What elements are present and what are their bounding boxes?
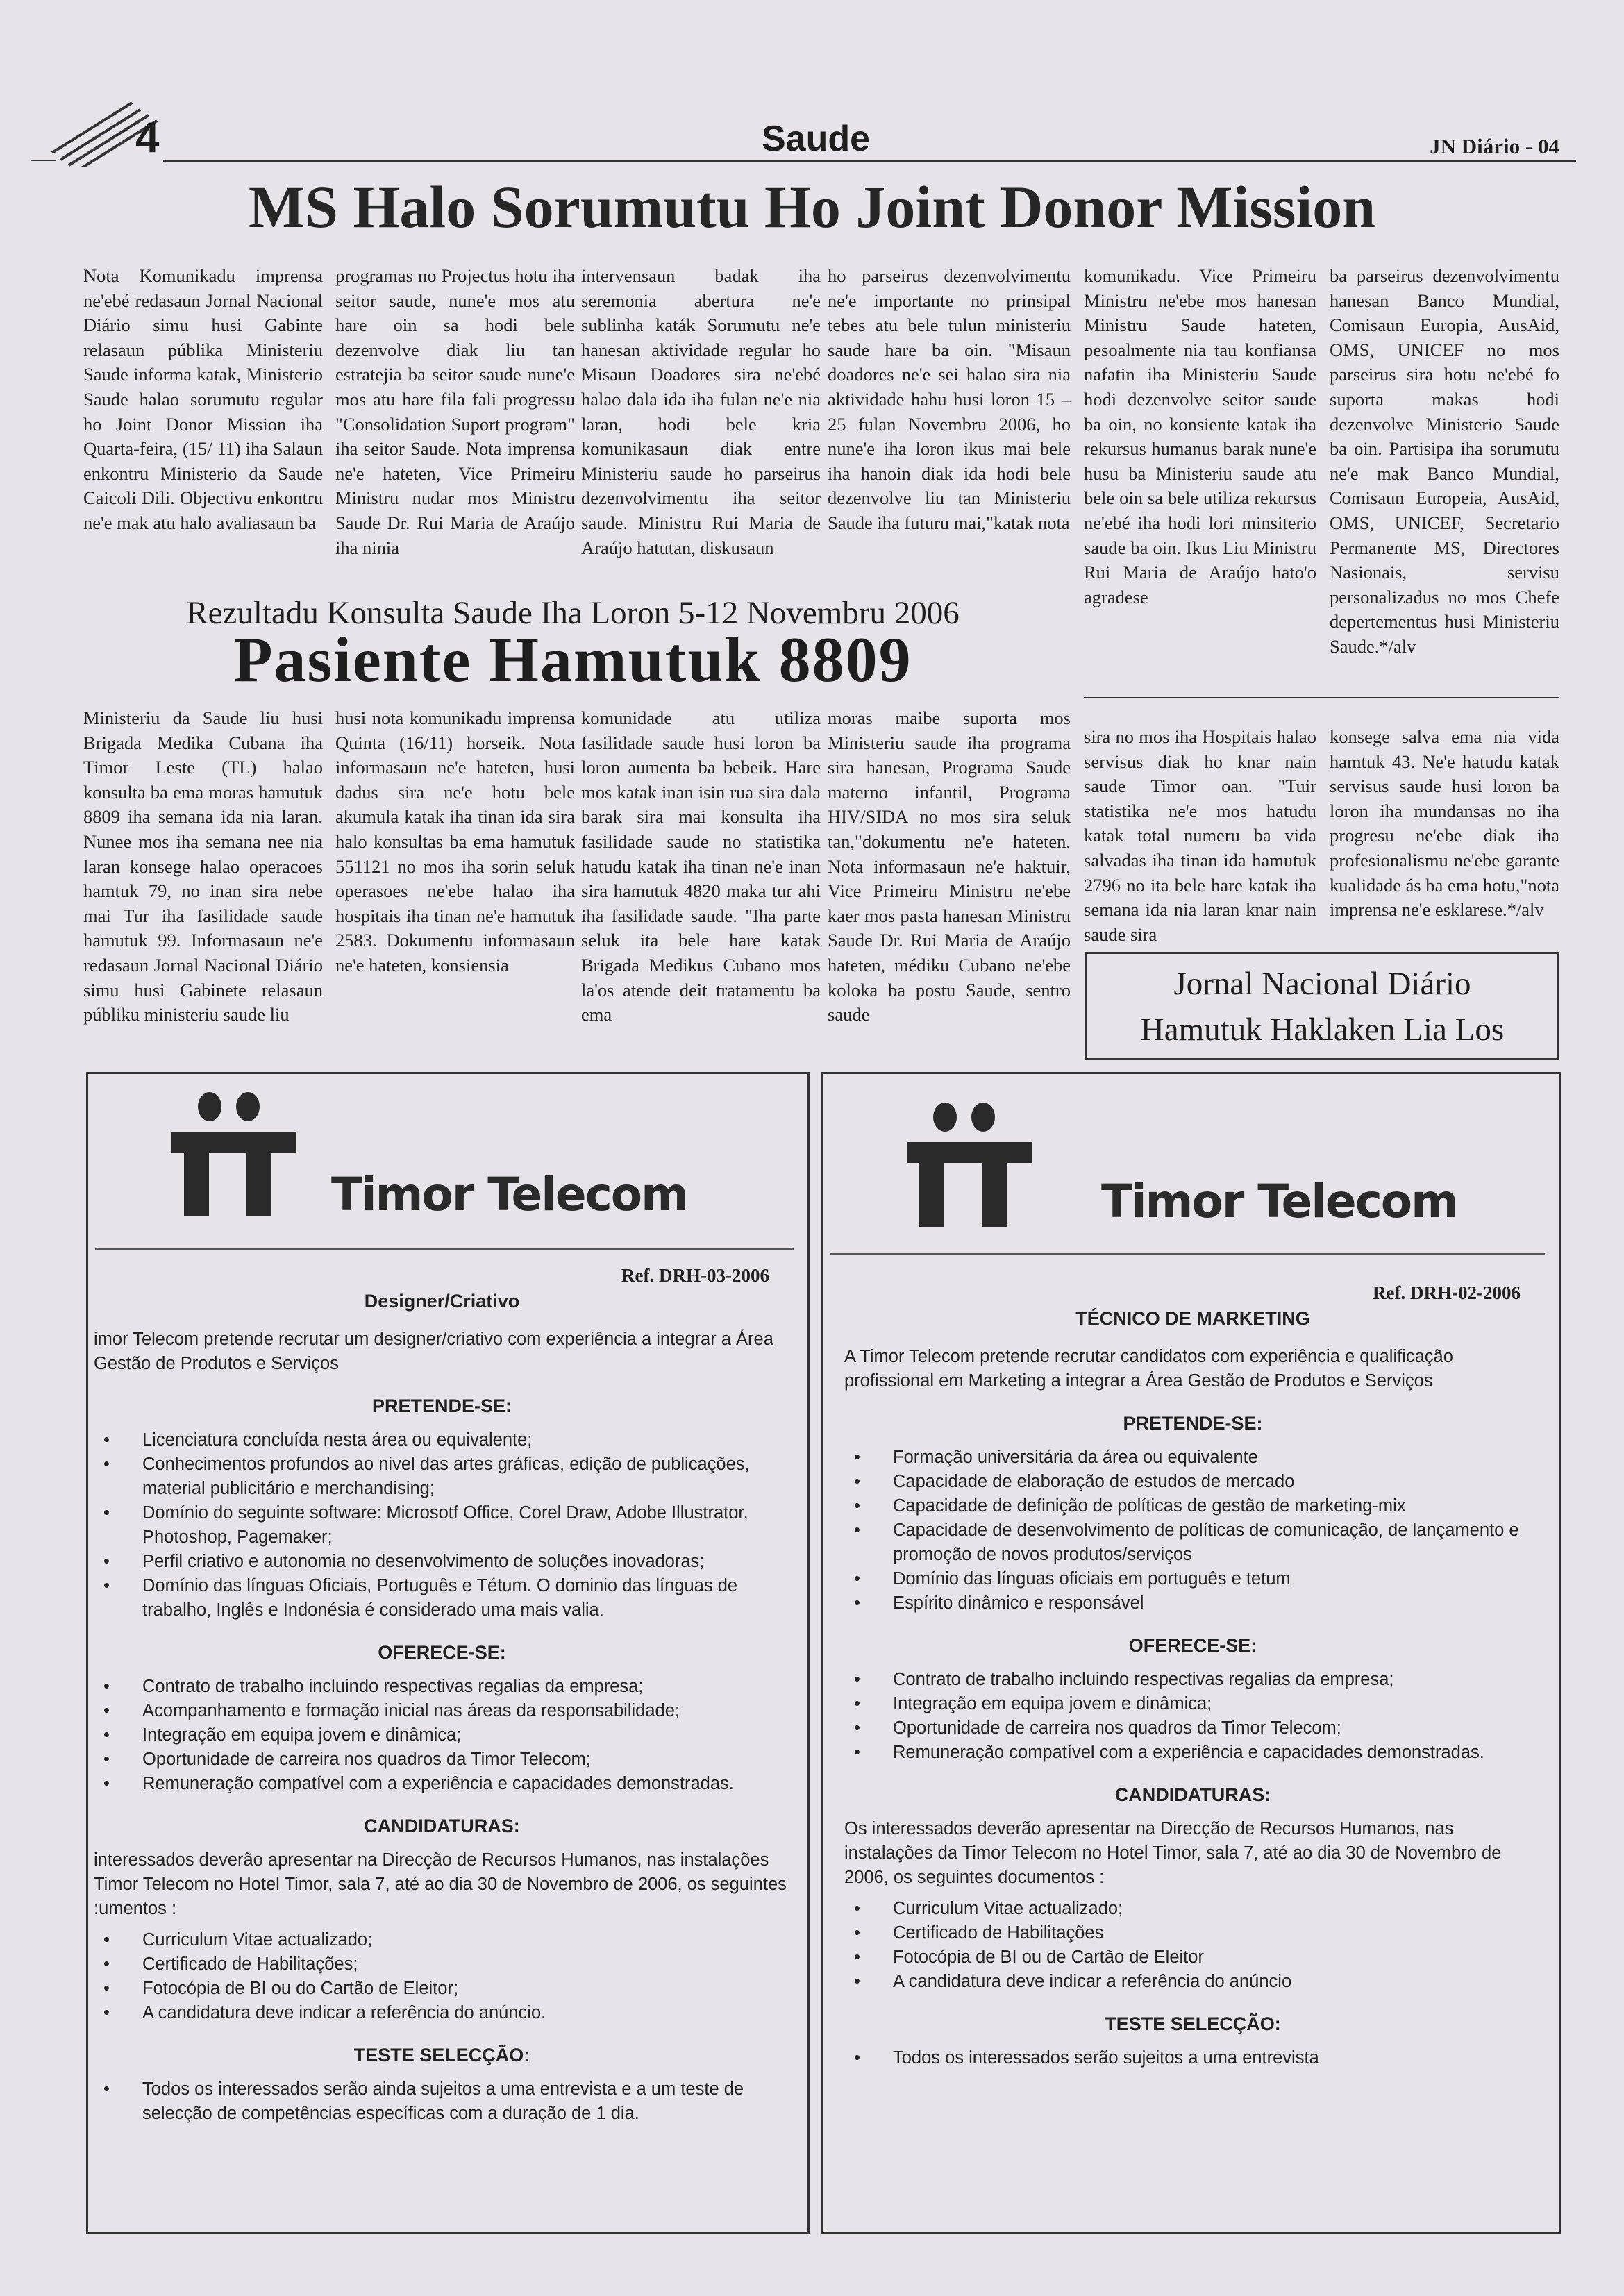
promo-box (1085, 952, 1559, 1060)
ad-intro: imor Telecom pretende recrutar um designer/criativo com experiência a integrar a Área Gestão de Produtos e Serviços (94, 1330, 773, 1373)
bullet-list (94, 1675, 790, 1796)
bullet-item: • Acompanhamento e formação inicial nas áreas da responsabilidade; (94, 1699, 790, 1723)
section-heading: CANDIDATURAS: (364, 1816, 520, 1836)
header-rule (31, 160, 56, 161)
article-column: ba parseirus dezenvolvimentu hanesan Banco Mundial, Comisaun Europia, AusAid, OMS, UNICEF no mos parseirus sira hotu ne'ebé fo suporta makas hodi dezenvolve Ministerio Saude ba oin. Partisipa iha sorumutu ne'e mak Banco Mundial, Comisaun Europeia, AusAid, OMS, UNICEF, Secretario Permanente MS, Directores Nasionais, servisu personalizadus no mos Chefe depertementus husi Ministeriu Saude.*/alv (1330, 265, 1559, 657)
bullet-item: • Todos os interessados serão sujeitos a uma entrevista (844, 2046, 1541, 2070)
header-rule (163, 160, 1576, 162)
section-heading: OFERECE-SE: (378, 1642, 506, 1663)
bullet-item: • Remuneração compatível com a experiência e capacidades demonstradas. (94, 1772, 790, 1796)
section-text: Os interessados deverão apresentar na Direcção de Recursos Humanos, nas instalações da Timor Telecom no Hotel Timor, sala 7, até ao dia 30 de Novembro de 2006, os seguintes documentos : (844, 1819, 1502, 1887)
bullet-item: • Capacidade de desenvolvimento de políticas de comunicação, de lançamento e promoção de novos produtos/serviços (844, 1518, 1541, 1567)
ad-intro: A Timor Telecom pretende recrutar candidatos com experiência e qualificação profissional em Marketing a integrar a Área Gestão de Produtos e Serviços (844, 1347, 1453, 1391)
divider-rule (95, 1248, 794, 1250)
divider-rule (830, 1253, 1545, 1255)
column-divider-rule (1084, 697, 1559, 698)
bullet-item: • Contrato de trabalho incluindo respectivas regalias da empresa; (844, 1668, 1541, 1692)
bullet-item: • Remuneração compatível com a experiência e capacidades demonstradas. (844, 1741, 1541, 1765)
timor-telecom-logo-icon (907, 1102, 1039, 1227)
job-title: TÉCNICO DE MARKETING (1075, 1308, 1310, 1329)
bullet-item: • Capacidade de elaboração de estudos de mercado (844, 1470, 1541, 1494)
bullet-item: • Formação universitária da área ou equivalente (844, 1446, 1541, 1470)
bullet-item: • A candidatura deve indicar a referência do anúncio. (94, 2001, 790, 2025)
article-column: sira no mos iha Hospitais halao servisus diak ho knar nain saude Timor oan. "Tuir statistika ne'e mos hatudu katak total numeru ba vida salvadas iha tinan ida hamutuk 2796 no ita bele hare katak iha semana ida nia laran knar nain saude sira (1084, 726, 1316, 945)
bullet-item: • Oportunidade de carreira nos quadros da Timor Telecom; (94, 1748, 790, 1772)
job-title: Designer/Criativo (364, 1291, 520, 1312)
ad-body (844, 1307, 1541, 2070)
section-heading: PRETENDE-SE: (1123, 1413, 1263, 1434)
bullet-item: • Curriculum Vitae actualizado; (94, 1928, 790, 1952)
bullet-list (844, 1668, 1541, 1765)
article-column: komunidade atu utiliza fasilidade saude husi loron ba loron aumenta ba bebeik. Hare mos katak inan isin rua sira dala barak sira mai konsulta iha fasilidade saude no statistika hatudu katak iha tinan ne'e inan sira hamutuk 4820 maka tur ahi iha fasilidade saude. "Iha parte seluk ita bele hare katak Brigada Medikus Cubano mos la'os atende deit tratamentu ba ema (581, 707, 821, 1025)
article-headline: Pasiente Hamutuk 8809 (233, 624, 912, 695)
bullet-item: • A candidatura deve indicar a referência do anúncio (844, 1970, 1541, 1994)
article-column: Nota Komunikadu imprensa ne'ebé redasaun Jornal Nacional Diário simu husi Gabinte relasaun públika Ministeriu Saude informa katak, Ministerio Saude halao sorumutu regular ho Joint Donor Mission iha Quarta-feira, (15/ 11) iha Salaun enkontru Ministerio da Saude Caicoli Dili. Objectivu enkontru ne'e mak atu halo avaliasaun ba (83, 265, 323, 533)
bullet-item: • Domínio do seguinte software: Microsotf Office, Corel Draw, Adobe Illustrator, Photoshop, Pagemaker; (94, 1501, 790, 1550)
job-ad (86, 1072, 810, 2234)
bullet-item: • Domínio das línguas Oficiais, Português e Tétum. O dominio das línguas de trabalho, Inglês e Indonésia é considerado uma mais valia. (94, 1574, 790, 1623)
bullet-item: • Certificado de Habilitações; (94, 1952, 790, 1977)
bullet-item: • Capacidade de definição de políticas de gestão de marketing-mix (844, 1494, 1541, 1518)
bullet-item: • Perfil criativo e autonomia no desenvolvimento de soluções inovadoras; (94, 1550, 790, 1574)
reference-code: Ref. DRH-02-2006 (1373, 1282, 1521, 1303)
bullet-item: • Certificado de Habilitações (844, 1921, 1541, 1945)
section-heading: PRETENDE-SE: (371, 1396, 512, 1416)
bullet-item: • Todos os interessados serão ainda sujeitos a uma entrevista e a um teste de selecção de competências específicas com a duração de 1 dia. (94, 2077, 790, 2126)
job-ad (821, 1072, 1561, 2234)
bullet-list (844, 1897, 1541, 1994)
article-column: ho parseirus dezenvolvimentu ne'e importante no prinsipal tebes atu bele tulun ministeriu saude hare ba oin. "Misaun doadores ne'e sei halao sira nia aktividade hahu husi loron 15 – 25 fulan Novembru 2006, ho nune'e iha loron ikus mai bele iha hanoin diak ida hodi bele dezenvolve liu tan Ministeriu Saude iha futuru mai,"katak nota (828, 265, 1071, 533)
section-title: Saude (761, 119, 871, 159)
bullet-item: • Integração em equipa jovem e dinâmica; (844, 1692, 1541, 1716)
page-number: 4 (135, 114, 160, 162)
bullet-item: • Curriculum Vitae actualizado; (844, 1897, 1541, 1921)
article-column: moras maibe suporta mos Ministeriu saude iha programa sira hanesan, Programa Saude materno infantil, Programa HIV/SIDA no mos sira seluk tan,"dokumentu ne'e hateten. Nota informasaun ne'e haktuir, Vice Primeiru Ministru ne'ebe kaer mos pasta hanesan Ministru Saude Dr. Rui Maria de Araújo hateten, médiku Cubano ne'ebe koloka ba postu Saude, sentro saude (828, 707, 1071, 1025)
bullet-item: • Fotocópia de BI ou do Cartão de Eleitor; (94, 1977, 790, 2001)
bullet-list (94, 1928, 790, 2025)
article-column: intervensaun badak iha seremonia abertura ne'e sublinha katák Sorumutu ne'e hanesan aktividade regular ho Misaun Doadores sira ne'ebé halao dala ida iha fulan ne'e nia laran, hodi bele kria komunikasaun diak entre Ministeriu saude ho parseirus dezenvolvimentu iha seitor saude. Ministru Rui Maria de Araújo hatutan, diskusaun (581, 265, 821, 558)
article-kicker: Rezultadu Konsulta Saude Iha Loron 5-12 Novembru 2006 (186, 595, 960, 631)
bullet-list (94, 1428, 790, 1623)
article-column: Ministeriu da Saude liu husi Brigada Medika Cubana iha Timor Leste (TL) halao konsulta ba ema moras hamutuk 8809 iha semana ida nia laran. Nunee mos iha semana nee nia laran konsege halao operacoes hamtuk 79, no inan sira nebe mai Tur iha fasilidade saude hamutuk 99. Informasaun ne'e redasaun Jornal Nacional Diário simu husi Gabinete relasaun públiku ministeriu saude liu (83, 707, 323, 1025)
article-headline: MS Halo Sorumutu Ho Joint Donor Mission (248, 174, 1376, 240)
bullet-item: • Contrato de trabalho incluindo respectivas regalias da empresa; (94, 1675, 790, 1699)
article-column: programas no Projectus hotu iha seitor saude, nune'e mos atu hare oin sa hodi bele dezenvolve diak liu tan estratejia ba seitor saude nune'e mos atu hare fila fali progressu "Consolidation Suport program" iha seitor Saude. Nota imprensa ne'e hateten, Vice Primeiru Ministru nudar mos Ministru Saude Dr. Rui Maria de Araújo iha ninia (335, 265, 575, 558)
bullet-item: • Domínio das línguas oficiais em português e tetum (844, 1567, 1541, 1591)
ad-body (94, 1289, 790, 2126)
bullet-item: • Integração em equipa jovem e dinâmica; (94, 1723, 790, 1748)
bullet-list (844, 2046, 1541, 2070)
section-heading: TESTE SELECÇÃO: (353, 2045, 530, 2065)
bullet-item: • Conhecimentos profundos ao nivel das artes gráficas, edição de publicações, material publicitário e merchandising; (94, 1452, 790, 1501)
promo-line-1: Jornal Nacional Diário (1173, 966, 1471, 1002)
bullet-item: • Espírito dinâmico e responsável (844, 1591, 1541, 1616)
section-text: interessados deverão apresentar na Direcção de Recursos Humanos, nas instalações Timor Telecom no Hotel Timor, sala 7, até ao dia 30 de Novembro de 2006, os seguintes :umentos : (94, 1850, 787, 1918)
bullet-item: • Oportunidade de carreira nos quadros da Timor Telecom; (844, 1716, 1541, 1741)
article-column: komunikadu. Vice Primeiru Ministru ne'ebe mos hanesan Ministru Saude hateten, pesoalmente nia tau konfiansa nafatin iha Ministeriu Saude hodi dezenvolve seitor saude ba oin, no konsiente katak iha rekursus humanus barak nune'e husu ba Ministeriu saude atu bele oin sa bele utiliza rekursus ne'ebé iha hodi lori minsiterio saude ba oin. Ikus Liu Ministru Rui Maria de Araújo hato'o agradese (1084, 265, 1316, 607)
brand-name: Timor Telecom (331, 1168, 687, 1221)
section-heading: CANDIDATURAS: (1114, 1784, 1271, 1805)
bullet-item: • Fotocópia de BI ou de Cartão de Eleitor (844, 1945, 1541, 1970)
section-heading: TESTE SELECÇÃO: (1105, 2013, 1281, 2034)
promo-line-2: Hamutuk Haklaken Lia Los (1140, 1012, 1505, 1048)
timor-telecom-logo-icon (171, 1091, 303, 1216)
article-column: konsege salva ema nia vida hamtuk 43. Ne'e hatudu katak servisus saude husi loron ba loron iha mundansas no iha progresu ne'ebe diak iha profesionalismu ne'ebe garante kualidade ás ba ema hotu,"nota imprensa ne'e esklarese.*/alv (1330, 726, 1559, 921)
publication-name: JN Diário - 04 (1430, 134, 1559, 158)
bullet-item: • Licenciatura concluída nesta área ou equivalente; (94, 1428, 790, 1452)
brand-name: Timor Telecom (1101, 1175, 1457, 1228)
bullet-list (94, 2077, 790, 2126)
section-heading: OFERECE-SE: (1128, 1635, 1257, 1656)
article-column: husi nota komunikadu imprensa Quinta (16/11) horseik. Nota informasaun ne'e hateten, husi dadus sira ne'e hotu bele akumula katak iha tinan ida sira halo konsultas ba ema hamutuk 551121 no mos iha sorin seluk operasoes ne'ebe halao iha hospitais iha tinan ne'e hamutuk 2583. Dokumentu informasaun ne'e hateten, konsiensia (335, 707, 575, 975)
reference-code: Ref. DRH-03-2006 (621, 1265, 769, 1286)
bullet-list (844, 1446, 1541, 1616)
